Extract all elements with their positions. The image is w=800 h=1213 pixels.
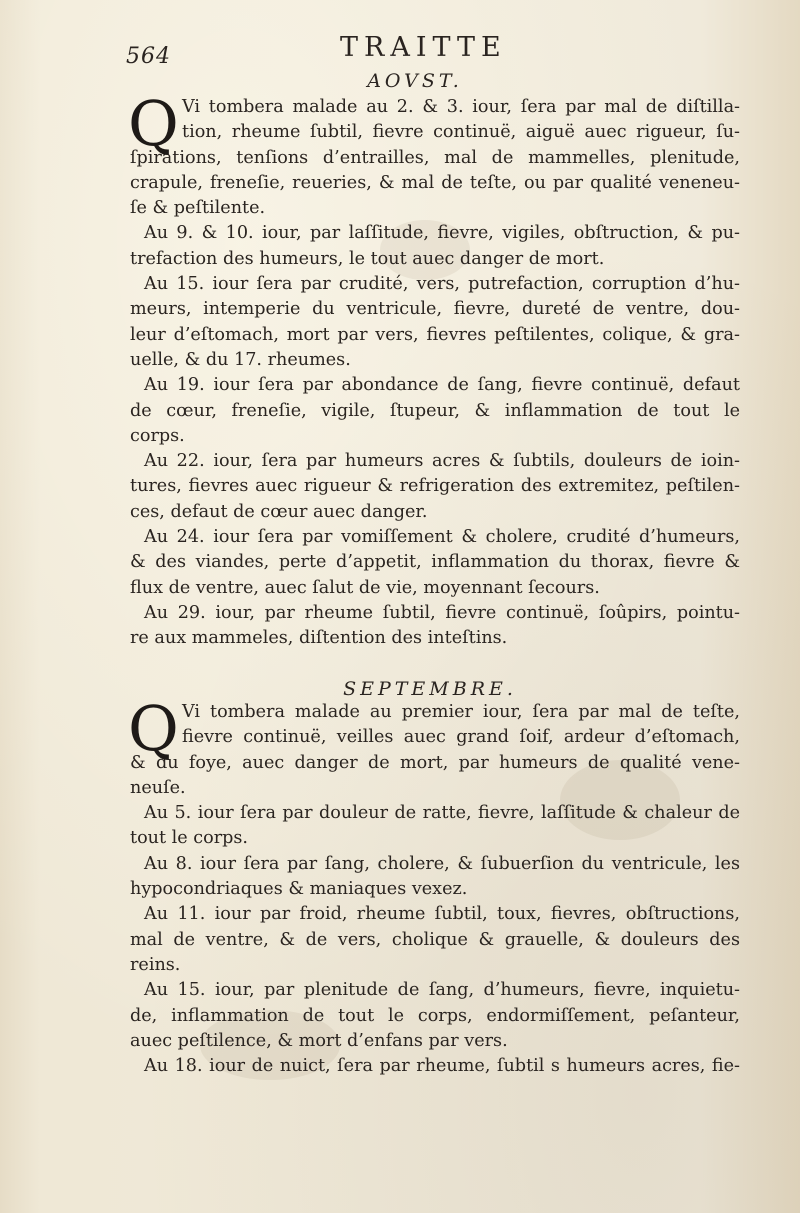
paragraph <box>130 852 740 903</box>
text-line: neuſe. <box>130 777 186 798</box>
page-number: 564 <box>126 44 171 69</box>
paragraph <box>130 449 740 525</box>
text-line: Au 22. iour, ſera par humeurs acres & ſubtils, douleurs de ioin- <box>144 451 740 472</box>
text-line: ſpirations, tenſions d’entrailles, mal de mammelles, plenitude, <box>130 147 740 168</box>
paragraph <box>130 601 740 652</box>
paragraph <box>130 221 740 272</box>
paragraph <box>128 692 740 801</box>
text-line: Au 11. iour par froid, rheume ſubtil, toux, fievres, obſtructions, <box>144 904 740 925</box>
section-body-aoust <box>128 87 740 652</box>
text-line: Vi tombera malade au premier iour, ſera par mal de teſte, <box>182 702 740 722</box>
text-line: & des viandes, perte d’appetit, inflammation du thorax, fievre & <box>130 552 740 573</box>
text-line: Au 5. iour ſera par douleur de ratte, fievre, laſſitude & chaleur de <box>144 803 740 824</box>
text-line: Au 15. iour ſera par crudité, vers, putrefaction, corruption d’hu- <box>144 274 740 295</box>
page-header <box>0 32 800 72</box>
paragraph <box>130 1054 740 1079</box>
text-line: corps. <box>130 425 185 446</box>
drop-cap: Q <box>128 692 179 765</box>
text-line: tout le corps. <box>130 828 249 849</box>
text-line: ſe & peſtilente. <box>130 198 266 219</box>
text-line: tion, rheume ſubtil, fievre continuë, aiguë auec rigueur, ſu- <box>182 122 740 143</box>
section-heading-septembre: SEPTEMBRE. <box>343 678 517 700</box>
text-line: reins. <box>130 954 181 975</box>
text-line: crapule, freneſie, reueries, & mal de teſte, ou par qualité veneneu- <box>130 172 740 193</box>
paragraph <box>130 525 740 601</box>
text-line: re aux mammeles, diſtention des inteſtins. <box>130 628 508 649</box>
section-heading-aoust: AOVST. <box>367 70 463 92</box>
text-line: hypocondriaques & maniaques vexez. <box>130 879 468 900</box>
text-line: flux de ventre, auec ſalut de vie, moyennant ſecours. <box>130 577 600 598</box>
text-line: Au 9. & 10. iour, par laſſitude, fievre, vigiles, obſtruction, & pu- <box>144 223 740 244</box>
text-line: Vi tombera malade au 2. & 3. iour, ſera par mal de diſtilla- <box>182 97 740 117</box>
text-line: mal de ventre, & de vers, cholique & grauelle, & douleurs des <box>130 929 740 950</box>
paragraph <box>128 87 740 221</box>
paragraph <box>130 373 740 449</box>
text-line: Au 29. iour, par rheume ſubtil, fievre continuë, ſoûpirs, pointu- <box>144 602 740 623</box>
text-line: auec peſtilence, & mort d’enfans par vers. <box>130 1030 508 1051</box>
running-title: TRAITTE <box>340 32 507 63</box>
text-line: Au 15. iour, par plenitude de ſang, d’humeurs, fievre, inquietu- <box>144 980 740 1001</box>
text-line: uelle, & du 17. rheumes. <box>130 349 351 370</box>
text-line: tures, fievres auec rigueur & refrigeration des extremitez, peſtilen- <box>130 476 740 497</box>
text-line: ces, defaut de cœur auec danger. <box>130 501 428 522</box>
paragraph <box>130 902 740 978</box>
text-line: meurs, intemperie du ventricule, fievre, dureté de ventre, dou- <box>130 299 740 320</box>
text-line: fievre continuë, veilles auec grand ſoif, ardeur d’eſtomach, <box>182 727 740 748</box>
section-body-septembre <box>128 692 740 1079</box>
text-line: de cœur, freneſie, vigile, ſtupeur, & inflammation de tout le <box>130 400 740 421</box>
paragraph <box>130 272 740 373</box>
paragraph <box>130 801 740 852</box>
text-line: Au 18. iour de nuict, ſera par rheume, ſubtil s humeurs acres, fie- <box>144 1056 740 1077</box>
paragraph <box>130 978 740 1054</box>
text-line: Au 19. iour ſera par abondance de ſang, fievre continuë, defaut <box>144 375 740 396</box>
text-line: & du foye, auec danger de mort, par humeurs de qualité vene- <box>130 752 740 773</box>
text-line: de, inflammation de tout le corps, endormiſſement, peſanteur, <box>130 1005 740 1026</box>
text-line: leur d’eſtomach, mort par vers, fievres peſtilentes, colique, & gra- <box>130 324 740 345</box>
text-line: trefaction des humeurs, le tout auec danger de mort. <box>130 248 605 269</box>
text-line: Au 8. iour ſera par ſang, cholere, & ſubuerſion du ventricule, les <box>144 853 740 874</box>
text-line: Au 24. iour ſera par vomiſſement & cholere, crudité d’humeurs, <box>144 527 740 548</box>
drop-cap: Q <box>128 87 179 160</box>
